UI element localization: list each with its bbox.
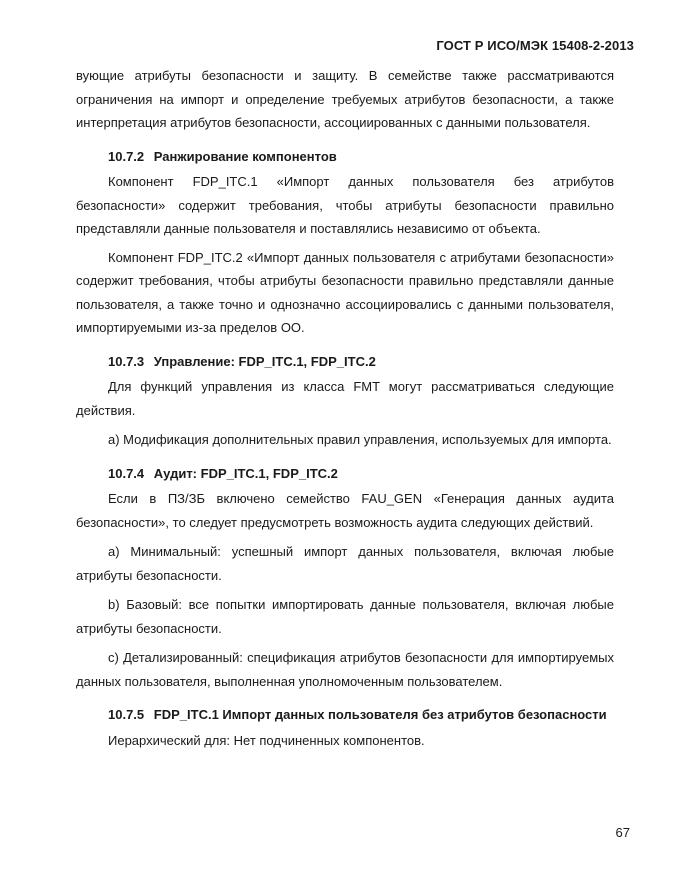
section-heading-10-7-5 (76, 703, 614, 727)
page-content (76, 64, 614, 756)
page-number: 67 (615, 825, 630, 840)
section-title: Аудит: FDP_ITC.1, FDP_ITC.2 (153, 465, 338, 481)
section-heading-10-7-2 (76, 145, 614, 169)
section-title: Ранжирование компонентов (153, 148, 337, 164)
section-title: Управление: FDP_ITC.1, FDP_ITC.2 (153, 353, 376, 369)
paragraph: Если в ПЗ/ЗБ включено семейство FAU_GEN «Генерация данных аудита безопасности», то следует предусмотреть возможность аудита следующих действий. (76, 491, 614, 530)
list-item: b) Базовый: все попытки импортировать данные пользователя, включая любые атрибуты безопасности. (76, 597, 614, 636)
paragraph: Для функций управления из класса FMT могут рассматриваться следующие действия. (76, 379, 614, 418)
section-number: 10.7.2 (108, 148, 145, 164)
paragraph: Компонент FDP_ITC.1 «Импорт данных пользователя без атрибутов безопасности» содержит требования, чтобы атрибуты безопасности правильно представляли данные пользователя и поставлялись независимо от объекта. (76, 174, 614, 236)
section-heading-10-7-4 (76, 462, 614, 486)
list-item: a) Минимальный: успешный импорт данных пользователя, включая любые атрибуты безопасности. (76, 544, 614, 583)
section-number: 10.7.4 (108, 465, 145, 481)
section-number: 10.7.5 (108, 707, 145, 722)
section-heading-10-7-3 (76, 350, 614, 374)
section-number: 10.7.3 (108, 353, 145, 369)
list-item: c) Детализированный: спецификация атрибутов безопасности для импортируемых данных пользователя, выполненная уполномоченным пользователем. (76, 650, 614, 689)
intro-paragraph: вующие атрибуты безопасности и защиту. В семействе также рассматриваются ограничения на импорт и определение требуемых атрибутов безопасности, а также интерпретация атрибутов безопасности, ассоциированных с данными пользователя. (76, 68, 614, 130)
section-title: FDP_ITC.1 Импорт данных пользователя без атрибутов безопасности (153, 707, 607, 722)
standard-header: ГОСТ Р ИСО/МЭК 15408-2-2013 (436, 38, 634, 53)
paragraph: Иерархический для: Нет подчиненных компонентов. (108, 732, 425, 748)
list-item: a) Модификация дополнительных правил управления, используемых для импорта. (108, 432, 612, 447)
paragraph: Компонент FDP_ITC.2 «Импорт данных пользователя с атрибутами безопасности» содержит требования, чтобы атрибуты безопасности правильно представляли данные пользователя, а также точно и однозначно ассоциировались с данными пользователя, импортируемыми из-за пределов ОО. (76, 249, 614, 335)
